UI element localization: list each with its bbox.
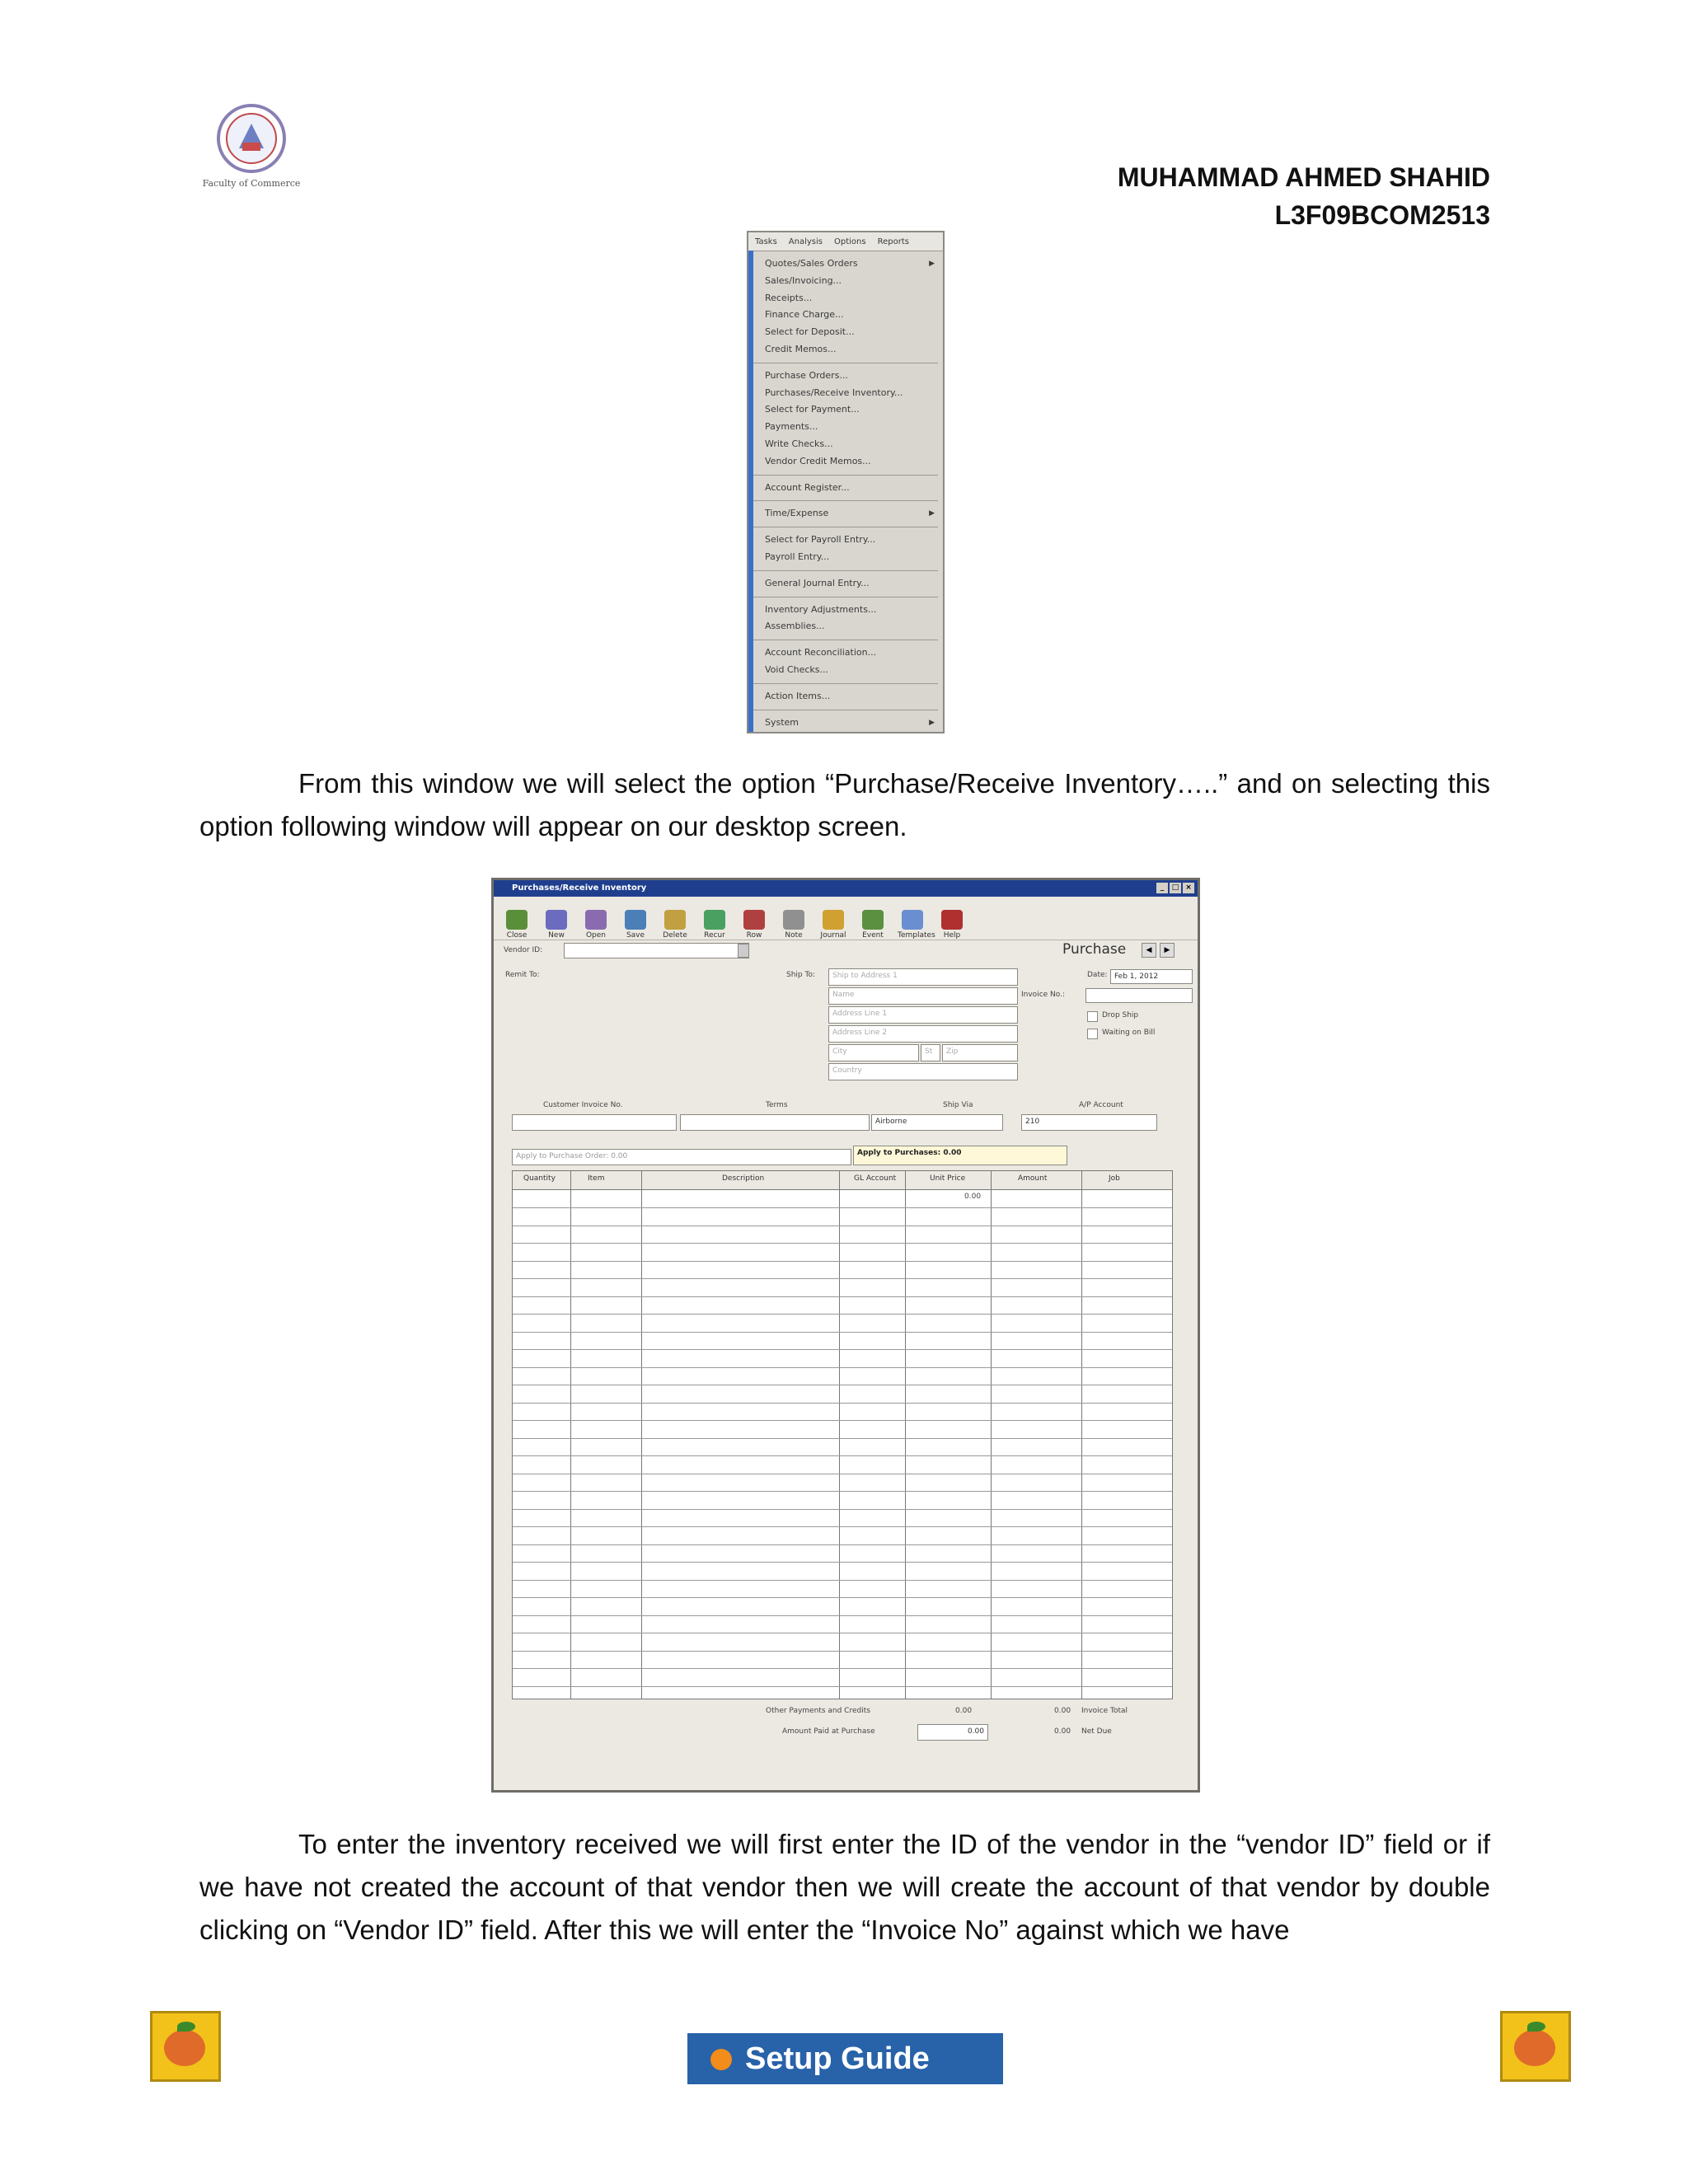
other-payments-value: 0.00 <box>955 1707 973 1715</box>
ship-to-field[interactable]: Zip <box>942 1044 1018 1062</box>
menu-item-label: Select for Payment... <box>765 404 860 415</box>
grid-column-divider <box>905 1171 906 1699</box>
menu-item[interactable] <box>765 618 938 635</box>
toolbar-label: Templates <box>898 931 935 940</box>
bullet-icon <box>710 2049 732 2070</box>
toolbar-recur-button[interactable] <box>700 910 729 940</box>
grid-column-divider <box>570 1171 571 1699</box>
date-label: Date: <box>1087 971 1108 979</box>
toolbar-label: Close <box>506 931 528 940</box>
new-icon <box>546 910 567 930</box>
grid-header-row <box>513 1171 1172 1190</box>
menu-item[interactable] <box>765 307 938 324</box>
grid-row-line <box>513 1403 1172 1404</box>
toolbar-label: Event <box>862 931 884 940</box>
menu-separator <box>753 500 938 501</box>
templates-icon <box>902 910 923 930</box>
menu-item-label: Purchase Orders... <box>765 369 848 381</box>
toolbar-note-button[interactable] <box>779 910 809 940</box>
menu-item-label: General Journal Entry... <box>765 577 870 588</box>
line-items-grid[interactable] <box>512 1170 1173 1699</box>
menu-item[interactable] <box>765 324 938 341</box>
toolbar-label: Recur <box>704 931 725 940</box>
grid-row-line <box>513 1261 1172 1262</box>
menu-item-label: Payroll Entry... <box>765 551 830 562</box>
toolbar-label: Open <box>585 931 607 940</box>
menu-item[interactable] <box>765 290 938 307</box>
ship-to-field[interactable]: City <box>828 1044 919 1062</box>
university-logo <box>190 97 313 192</box>
menu-item[interactable] <box>765 505 938 523</box>
toolbar-save-button[interactable] <box>621 910 650 940</box>
grid-column-divider <box>641 1171 642 1699</box>
other-payments-label: Other Payments and Credits <box>766 1707 870 1715</box>
toolbar-label: Journal <box>820 931 846 940</box>
toolbar-label: Delete <box>663 931 687 940</box>
amount-paid-field[interactable]: 0.00 <box>917 1724 988 1741</box>
grid-column-header: Unit Price <box>930 1174 966 1183</box>
menu-item-label: Purchases/Receive Inventory... <box>765 387 903 398</box>
menu-item[interactable] <box>765 662 938 679</box>
net-due-value: 0.00 <box>1054 1727 1071 1736</box>
menu-tasks[interactable]: Tasks <box>755 237 777 246</box>
menu-item[interactable] <box>765 385 938 402</box>
toolbar-new-button[interactable] <box>542 910 571 940</box>
grid-row-line <box>513 1314 1172 1315</box>
toolbar-event-button[interactable] <box>858 910 888 940</box>
ship-to-field[interactable]: Address Line 2 <box>828 1025 1018 1043</box>
menu-item-label: Payments... <box>765 421 818 433</box>
drop-ship-checkbox[interactable] <box>1087 1011 1098 1022</box>
menu-item-label: Assemblies... <box>765 621 825 632</box>
setup-guide-label: Setup Guide <box>745 2041 930 2076</box>
window-title: Purchases/Receive Inventory <box>512 883 647 893</box>
menu-item-label: Action Items... <box>765 690 831 701</box>
menu-item[interactable] <box>765 549 938 566</box>
ship-to-field[interactable]: Ship to Address 1 <box>828 968 1018 986</box>
grid-row-line <box>513 1597 1172 1598</box>
roll-number: L3F09BCOM2513 <box>1274 200 1490 230</box>
grid-column-header: GL Account <box>854 1174 897 1183</box>
menu-item[interactable] <box>765 480 938 497</box>
grid-row-line <box>513 1207 1172 1208</box>
grid-row-line <box>513 1544 1172 1545</box>
save-icon <box>625 910 646 930</box>
toolbar-journal-button[interactable] <box>818 910 848 940</box>
grid-row-line <box>513 1367 1172 1368</box>
menu-item-label: Account Register... <box>765 481 850 493</box>
grid-column-header: Amount <box>1018 1174 1048 1183</box>
grid-row-line <box>513 1509 1172 1510</box>
grid-row-line <box>513 1438 1172 1439</box>
grid-column-header: Quantity <box>523 1174 556 1183</box>
grid-column-header: Item <box>588 1174 605 1183</box>
toolbar-close-button[interactable] <box>502 910 532 940</box>
customer-invoice-field[interactable] <box>512 1114 677 1131</box>
grid-row-line <box>513 1420 1172 1421</box>
paragraph-intro-text: From this window we will select the option “Purchase/Receive Inventory…..” and on selecting this option following window will appear on our desktop screen. <box>199 768 1490 841</box>
author-block <box>1118 158 1490 234</box>
drop-ship-label: Drop Ship <box>1102 1011 1139 1019</box>
purchase-mode-label: Purchase <box>1062 941 1127 958</box>
menu-bar <box>748 232 943 251</box>
menu-item-label: Select for Deposit... <box>765 326 855 338</box>
terms-label: Terms <box>766 1101 788 1109</box>
window-toolbar <box>494 897 1198 940</box>
journal-icon <box>823 910 844 930</box>
event-icon <box>862 910 884 930</box>
toolbar-open-button[interactable] <box>581 910 611 940</box>
terms-field[interactable] <box>680 1114 870 1131</box>
menu-item[interactable] <box>765 341 938 359</box>
grid-row-line <box>513 1278 1172 1279</box>
toolbar-label: Note <box>785 931 803 940</box>
menu-item[interactable] <box>765 644 938 662</box>
menu-item[interactable] <box>765 715 938 732</box>
grid-column-header: Job <box>1109 1174 1120 1183</box>
apply-to-purchases-tab[interactable]: Apply to Purchases: 0.00 <box>853 1146 1067 1165</box>
menu-item[interactable] <box>765 419 938 436</box>
recur-icon <box>704 910 725 930</box>
apply-to-po-tab[interactable]: Apply to Purchase Order: 0.00 <box>512 1149 851 1165</box>
tasks-menu-screenshot <box>747 231 945 733</box>
waiting-on-bill-checkbox[interactable] <box>1087 1029 1098 1039</box>
grid-row-line <box>513 1686 1172 1687</box>
toolbar-label: Row <box>746 931 762 940</box>
menu-item-label: Quotes/Sales Orders <box>765 258 858 269</box>
invoice-no-field[interactable] <box>1085 988 1193 1003</box>
grid-row-line <box>513 1580 1172 1581</box>
menu-item-label: Write Checks... <box>765 438 833 449</box>
waiting-on-bill-label: Waiting on Bill <box>1102 1029 1156 1037</box>
setup-guide-banner <box>687 2033 1003 2084</box>
note-icon <box>783 910 804 930</box>
first-row-unit-price: 0.00 <box>964 1193 982 1201</box>
fruit-logo-left <box>150 2011 221 2082</box>
invoice-total-value: 0.00 <box>1054 1707 1071 1715</box>
menu-item-label: Receipts... <box>765 292 813 303</box>
toolbar-label: Save <box>626 931 645 940</box>
grid-column-divider <box>991 1171 992 1699</box>
ship-to-field[interactable]: St <box>921 1044 940 1062</box>
menu-item-label: Inventory Adjustments... <box>765 603 877 615</box>
menu-item-label: Finance Charge... <box>765 309 844 321</box>
row-icon <box>743 910 765 930</box>
close-icon <box>506 910 528 930</box>
menu-item[interactable] <box>765 688 938 705</box>
author-name: MUHAMMAD AHMED SHAHID <box>1117 162 1490 192</box>
help-icon <box>941 910 963 930</box>
menu-item[interactable] <box>765 401 938 419</box>
toolbar-help-button[interactable] <box>937 910 967 940</box>
svg-text:Faculty of Commerce: Faculty of Commerce <box>202 178 301 189</box>
menu-item-label: Credit Memos... <box>765 343 837 354</box>
menu-item-label: Account Reconciliation... <box>765 647 877 658</box>
ship-via-label: Ship Via <box>943 1101 973 1109</box>
menu-item[interactable] <box>765 255 938 273</box>
close-icon[interactable]: × <box>1183 883 1194 893</box>
window-title-bar <box>494 880 1198 897</box>
menu-item-label: Void Checks... <box>765 663 828 675</box>
grid-row-line <box>513 1332 1172 1333</box>
ship-to-field[interactable]: Address Line 1 <box>828 1006 1018 1024</box>
submenu-arrow-icon: ▶ <box>929 509 935 518</box>
grid-row-line <box>513 1349 1172 1350</box>
menu-separator <box>753 570 938 571</box>
ship-via-field[interactable]: Airborne <box>871 1114 1003 1131</box>
ap-account-label: A/P Account <box>1079 1101 1123 1109</box>
vendor-lookup-icon[interactable] <box>738 944 749 958</box>
menu-reports[interactable]: Reports <box>877 237 909 246</box>
menu-item[interactable] <box>765 575 938 593</box>
grid-row-line <box>513 1651 1172 1652</box>
date-field[interactable]: Feb 1, 2012 <box>1110 969 1193 984</box>
menu-separator <box>753 597 938 598</box>
grid-row-line <box>513 1243 1172 1244</box>
menu-side-strip <box>748 251 753 732</box>
customer-invoice-label: Customer Invoice No. <box>543 1101 623 1109</box>
maximize-icon[interactable]: □ <box>1170 883 1181 893</box>
grid-row-line <box>513 1455 1172 1456</box>
tasks-menu-list <box>765 255 938 731</box>
ship-to-field[interactable]: Name <box>828 987 1018 1005</box>
amount-paid-label: Amount Paid at Purchase <box>782 1727 875 1736</box>
menu-item[interactable] <box>765 453 938 471</box>
menu-separator <box>753 683 938 684</box>
menu-item-label: Vendor Credit Memos... <box>765 455 871 466</box>
grid-row-line <box>513 1526 1172 1527</box>
menu-item[interactable] <box>765 436 938 453</box>
menu-item[interactable] <box>765 602 938 619</box>
menu-separator <box>753 475 938 476</box>
paragraph-intro <box>199 762 1490 848</box>
menu-item-label: System <box>765 716 799 728</box>
menu-item-label: Time/Expense <box>765 508 829 519</box>
net-due-label: Net Due <box>1081 1727 1112 1736</box>
grid-row-line <box>513 1668 1172 1669</box>
paragraph-instructions-text: To enter the inventory received we will first enter the ID of the vendor in the “vendor ID” field or if we have not created the account of that vendor then we will create the account of that vendor by double clicking on “Vendor ID” field. After this we will enter the “Invoice No” against which we have <box>199 1829 1490 1945</box>
submenu-arrow-icon: ▶ <box>929 260 935 268</box>
toolbar-label: New <box>548 931 565 940</box>
delete-icon <box>664 910 686 930</box>
grid-column-divider <box>839 1171 840 1699</box>
menu-analysis[interactable]: Analysis <box>788 237 823 246</box>
toolbar-delete-button[interactable] <box>660 910 690 940</box>
open-icon <box>585 910 607 930</box>
invoice-no-label: Invoice No.: <box>1021 991 1066 999</box>
submenu-arrow-icon: ▶ <box>929 718 935 727</box>
menu-options[interactable]: Options <box>834 237 866 246</box>
remit-to-label: Remit To: <box>505 971 540 979</box>
grid-row-line <box>513 1491 1172 1492</box>
next-arrow-icon[interactable]: ▶ <box>1160 943 1175 958</box>
grid-row-line <box>513 1615 1172 1616</box>
minimize-icon[interactable]: _ <box>1156 883 1168 893</box>
toolbar-templates-button[interactable] <box>898 910 935 940</box>
grid-row-line <box>513 1296 1172 1297</box>
grid-column-header: Description <box>722 1174 765 1183</box>
purchases-window-screenshot <box>491 878 1200 1793</box>
menu-item-label: Sales/Invoicing... <box>765 274 842 286</box>
toolbar-label: Help <box>943 931 961 940</box>
ship-to-label: Ship To: <box>786 971 815 979</box>
menu-item[interactable] <box>765 532 938 549</box>
prev-arrow-icon[interactable]: ◀ <box>1142 943 1156 958</box>
vendor-id-field[interactable] <box>564 943 749 958</box>
fruit-logo-right <box>1500 2011 1571 2082</box>
menu-item[interactable] <box>765 273 938 290</box>
invoice-total-label: Invoice Total <box>1081 1707 1128 1715</box>
ap-account-field[interactable]: 210 <box>1021 1114 1157 1131</box>
menu-item-label: Select for Payroll Entry... <box>765 534 876 546</box>
vendor-id-label: Vendor ID: <box>504 946 543 954</box>
toolbar-row-button[interactable] <box>739 910 769 940</box>
grid-row-line <box>513 1562 1172 1563</box>
ship-to-field[interactable]: Country <box>828 1063 1018 1080</box>
menu-item[interactable] <box>765 368 938 385</box>
grid-column-divider <box>1081 1171 1082 1699</box>
paragraph-instructions <box>199 1823 1490 1952</box>
